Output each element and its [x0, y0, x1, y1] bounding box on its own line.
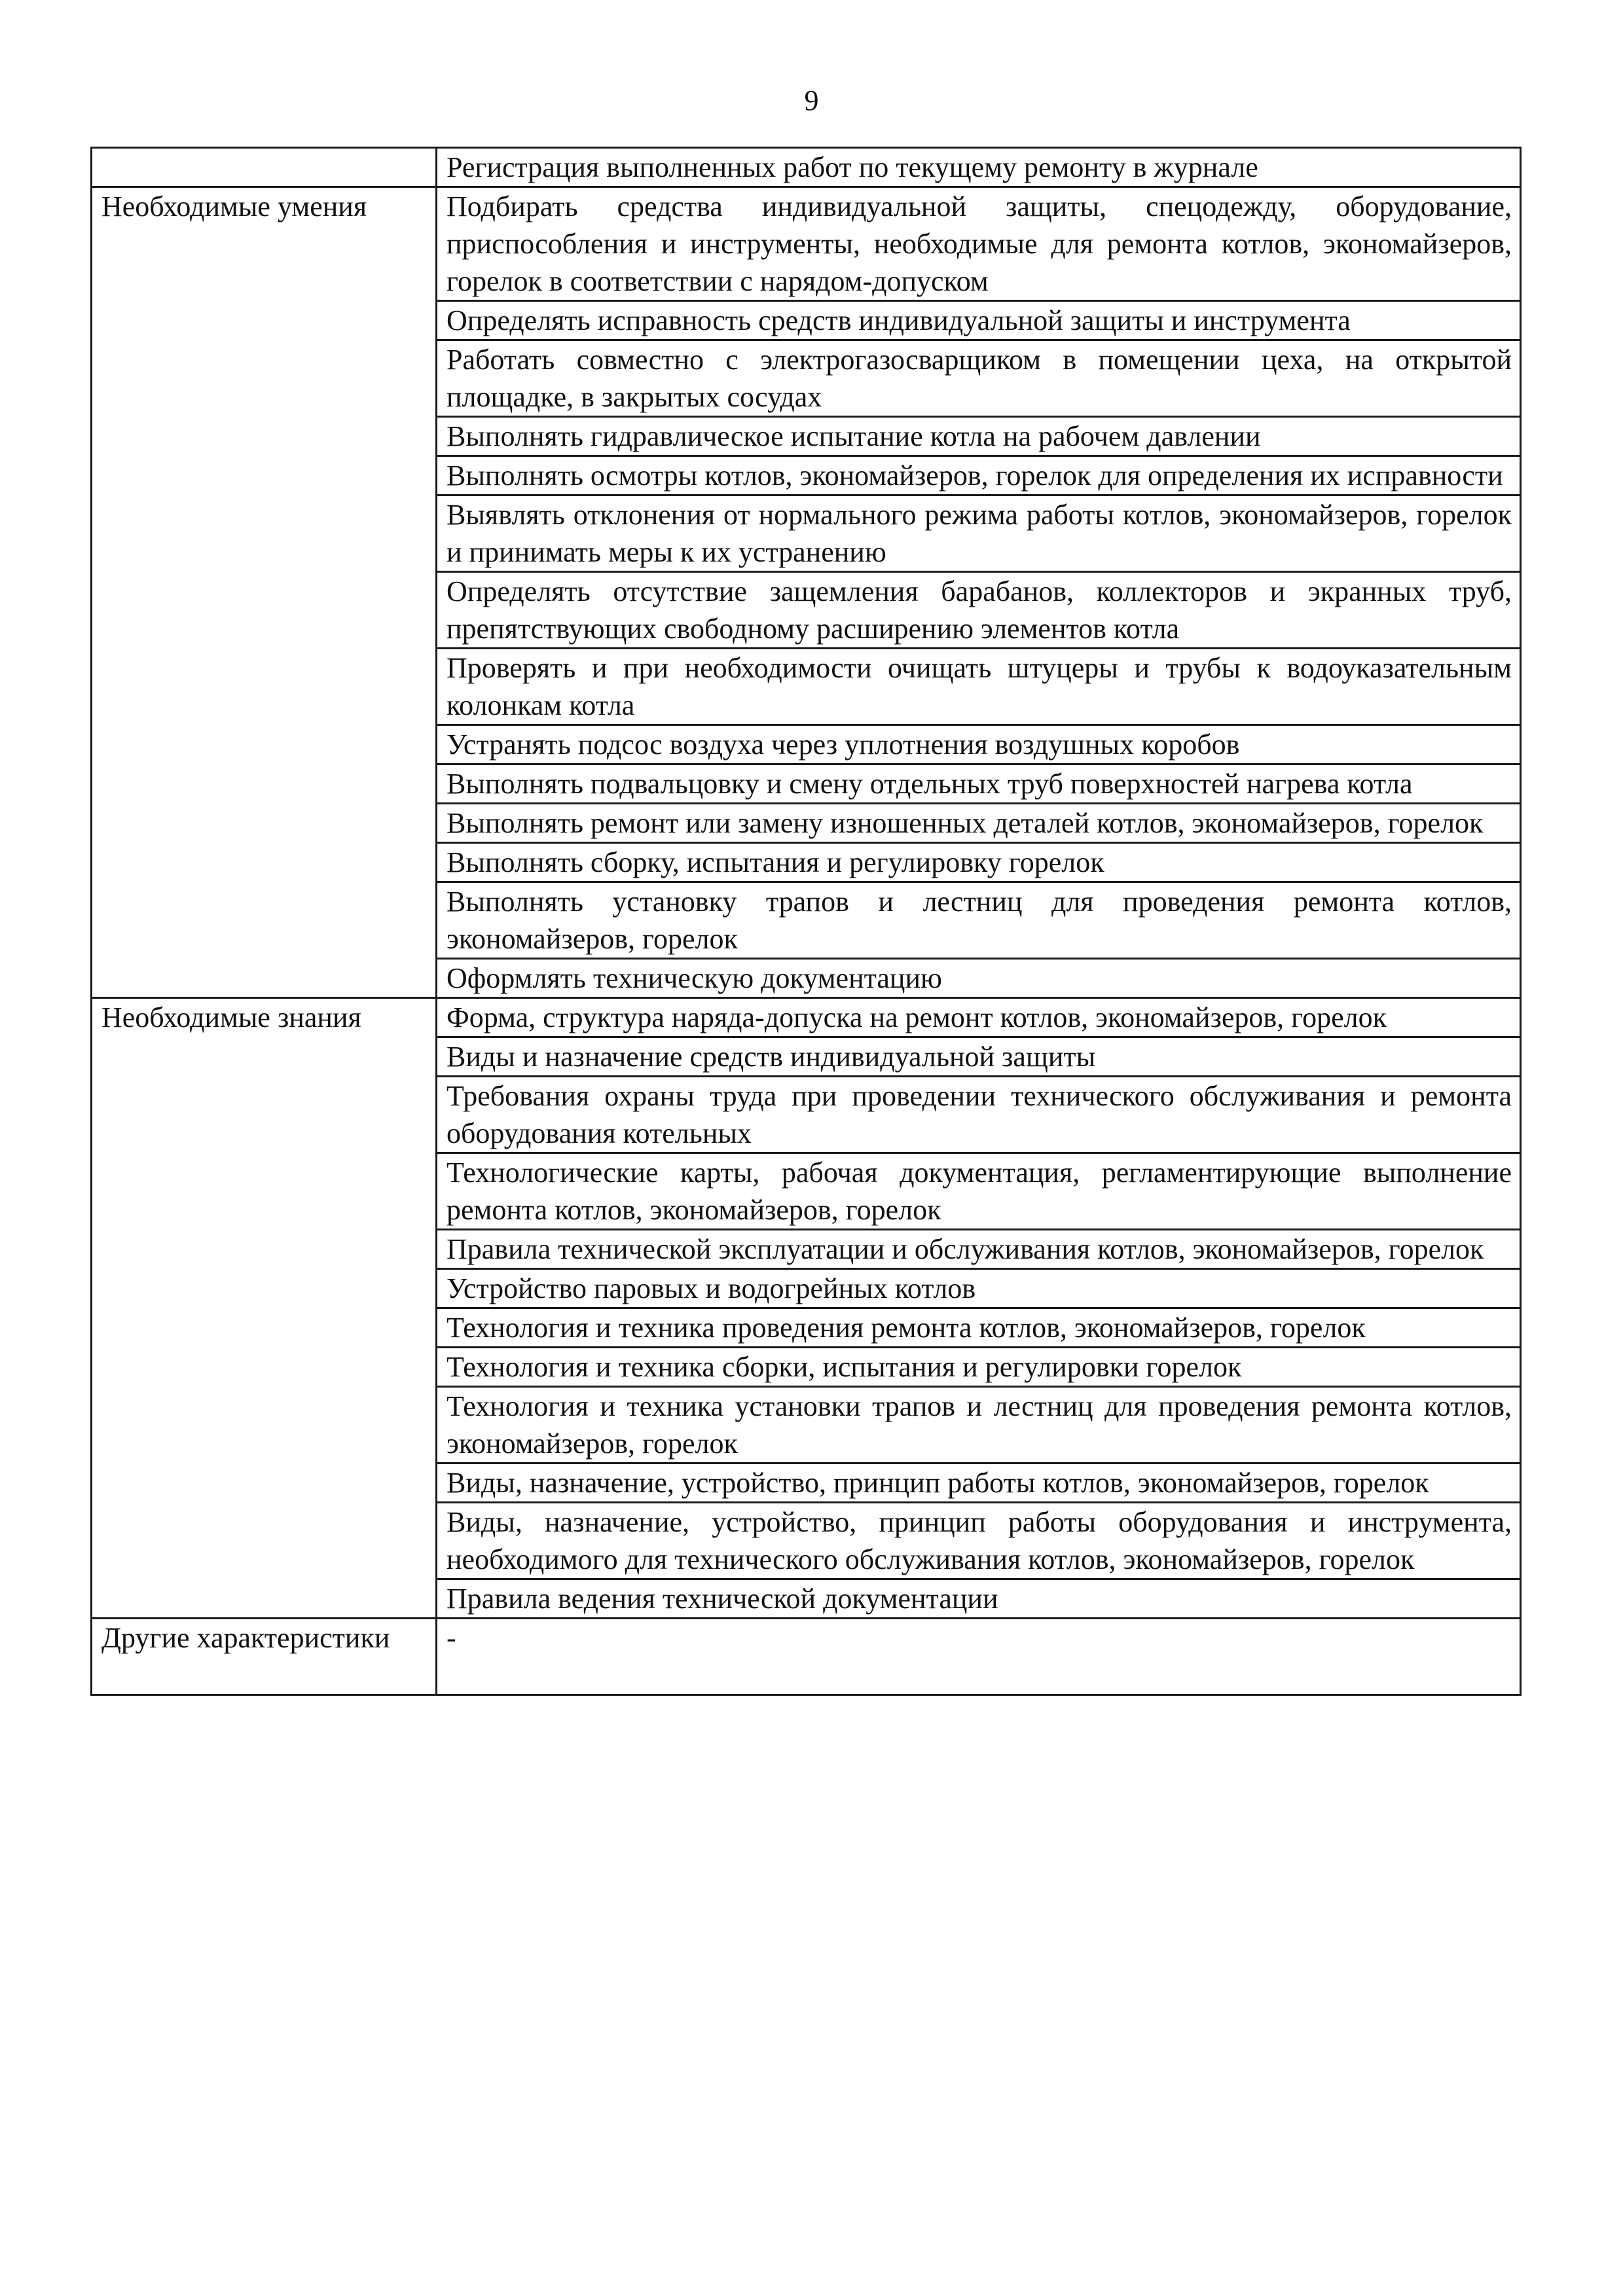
empty-label-cell — [92, 148, 437, 187]
skills-label: Необходимые умения — [92, 187, 437, 998]
table-cell: Правила ведения технической документации — [437, 1579, 1521, 1619]
table-cell: Виды, назначение, устройство, принцип работы котлов, экономайзеров, горелок — [437, 1463, 1521, 1503]
table-cell: Виды, назначение, устройство, принцип работы оборудования и инструмента, необходимого для технического обслуживания котлов, экономайзеров, горелок — [437, 1503, 1521, 1579]
table-cell: Виды и назначение средств индивидуальной защиты — [437, 1037, 1521, 1077]
table-row — [92, 187, 1521, 301]
table-cell: Проверять и при необходимости очищать штуцеры и трубы к водоуказательным колонкам котла — [437, 649, 1521, 725]
other-label: Другие характеристики — [92, 1619, 437, 1695]
requirements-table — [90, 147, 1522, 1696]
table-cell: Технология и техника установки трапов и лестниц для проведения ремонта котлов, экономайзеров, горелок — [437, 1387, 1521, 1463]
table-cell: Определять отсутствие защемления барабанов, коллекторов и экранных труб, препятствующих свободному расширению элементов котла — [437, 572, 1521, 649]
knowledge-label: Необходимые знания — [92, 998, 437, 1619]
table-cell: - — [437, 1619, 1521, 1695]
table-cell: Требования охраны труда при проведении технического обслуживания и ремонта оборудования котельных — [437, 1077, 1521, 1153]
table-cell: Технология и техника сборки, испытания и регулировки горелок — [437, 1348, 1521, 1387]
table-cell: Выполнять осмотры котлов, экономайзеров, горелок для определения их исправности — [437, 456, 1521, 495]
table-cell: Выполнять подвальцовку и смену отдельных труб поверхностей нагрева котла — [437, 764, 1521, 804]
table-cell: Форма, структура наряда-допуска на ремонт котлов, экономайзеров, горелок — [437, 998, 1521, 1037]
table-cell: Выполнять установку трапов и лестниц для проведения ремонта котлов, экономайзеров, горелок — [437, 882, 1521, 959]
table-cell: Определять исправность средств индивидуальной защиты и инструмента — [437, 301, 1521, 340]
table-cell: Технологические карты, рабочая документация, регламентирующие выполнение ремонта котлов, экономайзеров, горелок — [437, 1153, 1521, 1230]
table-cell: Правила технической эксплуатации и обслуживания котлов, экономайзеров, горелок — [437, 1230, 1521, 1269]
table-cell: Устранять подсос воздуха через уплотнения воздушных коробов — [437, 725, 1521, 764]
table-row — [92, 148, 1521, 187]
table-cell: Выполнять сборку, испытания и регулировку горелок — [437, 843, 1521, 882]
table-cell: Устройство паровых и водогрейных котлов — [437, 1269, 1521, 1308]
table-cell: Выполнять ремонт или замену изношенных деталей котлов, экономайзеров, горелок — [437, 804, 1521, 843]
table-cell: Выполнять гидравлическое испытание котла на рабочем давлении — [437, 417, 1521, 456]
table-row — [92, 1619, 1521, 1695]
table-cell: Оформлять техническую документацию — [437, 959, 1521, 998]
page-number: 9 — [804, 84, 819, 117]
table-cell: Выявлять отклонения от нормального режима работы котлов, экономайзеров, горелок и принимать меры к их устранению — [437, 495, 1521, 572]
table-cell: Подбирать средства индивидуальной защиты, спецодежду, оборудование, приспособления и инструменты, необходимые для ремонта котлов, экономайзеров, горелок в соответствии с нарядом-допуском — [437, 187, 1521, 301]
table-row — [92, 998, 1521, 1037]
table-cell: Технология и техника проведения ремонта котлов, экономайзеров, горелок — [437, 1308, 1521, 1348]
table-cell: Регистрация выполненных работ по текущему ремонту в журнале — [437, 148, 1521, 187]
table-cell: Работать совместно с электрогазосварщиком в помещении цеха, на открытой площадке, в закрытых сосудах — [437, 340, 1521, 417]
